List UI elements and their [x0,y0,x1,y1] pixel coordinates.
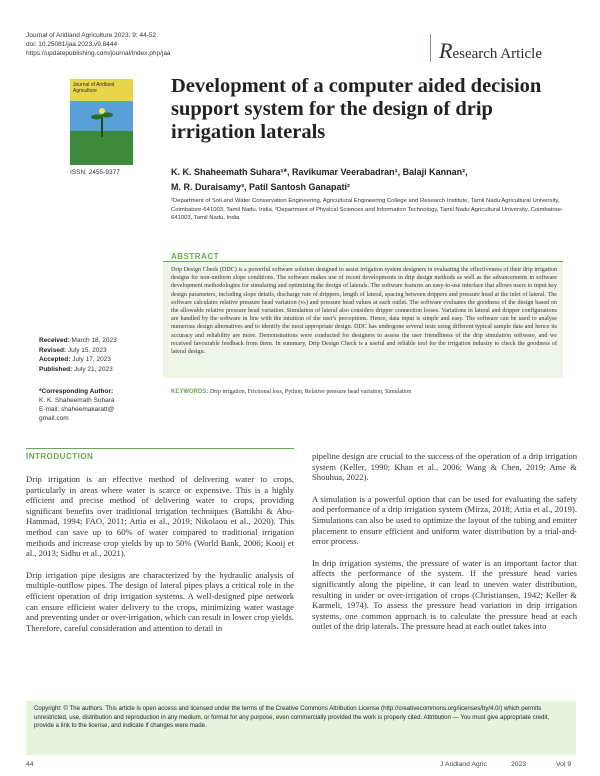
accepted-label: Accepted: [39,356,71,363]
footer-volume: Vol 9 [556,761,572,768]
intro-rule [26,448,294,449]
intro-paragraph: Drip irrigation pipe designs are characterized by the hydraulic analysis of multiple-outflow pipes. The design of lateral pipes plays a critical role in the efficient operation of drip irrigation systems. A well-designed pipe network can ensure efficient water delivery to the crops, minimizing water wastage and preventing under or over-irrigation, which can result in lower crop yields. Therefore, careful consideration and attention to detail in [26,569,294,633]
copyright-text: Copyright: © The authors. This article is open access and licensed under the terms of the Creative Commons Attribution License (http://creativecommons.org/licenses/by/4.0/) which permits unrestricted, use, distribution and reproduction in any medium, or format for any purpose, even commercially provided the work is properly cited. Attribution — You must give appropriate credit, provide a link to the license, and indicate if changes were made. [34,705,550,729]
affiliations: ¹Department of Soil and Water Conservation Engineering, Agricultural Engineering College and Research Institute, Tamil Nadu Agricultural University, Coimbatore-641003, Tamil Nadu, India, ²Department of Physical Sciences and Information Technology, Tamil Nadu Agricultural University, Coimbatore-641003, Tamil Nadu, India [171,198,564,221]
footer-journal: J Aridland Agric [440,761,487,768]
authors [171,165,571,195]
keywords-label: KEYWORDS: [171,389,209,395]
cover-title: Journal of Aridland Agriculture [73,82,115,94]
article-type-rest: esearch Article [452,46,542,62]
journal-cover-image [70,79,133,165]
received-label: Received: [39,337,70,344]
corresponding-email-domain[interactable]: gmail.com [39,415,69,422]
article-type-divider [430,34,439,62]
page-number: 44 [26,761,34,768]
received-date: March 18, 2023 [71,337,117,344]
published-label: Published: [39,365,73,373]
article-type-initial: R [439,38,453,63]
abstract-heading: ABSTRACT [171,252,219,261]
revised-label: Revised: [39,346,67,354]
corresponding-author [39,387,159,423]
authors-line-1: K. K. Shaheemath Suhara¹*, Ravikumar Veerabadran¹, Balaji Kannan², [171,167,468,177]
revised-date: July 15, 2023 [67,346,107,354]
keywords [171,388,561,396]
intro-column-1 [26,474,294,644]
corresponding-email[interactable]: E-mail: shaheemakaratt@ [39,406,115,413]
article-dates [39,336,159,374]
intro-column-2 [312,451,577,643]
footer-year: 2023 [511,761,527,768]
intro-paragraph: Drip irrigation is an effective method of delivering water to crops, particularly in areas where water is scarce or expensive. This is a highly efficient and precise method of delivering water to crops, providing significant benefits over traditional irrigation techniques (Battikhi & Abu-Hammad, 1994; FAO, 2011; Attia et al., 2019; Nikolaou et al., 2020). This method can save up to 60% of water compared to traditional irrigation methods and increase crop yields by up to 50% (World Bank, 2006; Kooij et al., 2013; Sidhu et al., 2021). [26,474,294,559]
corresponding-name: K. K. Shaheemath Suhara [39,397,115,404]
abstract-text: Drip Design Check (DDC) is a powerful software solution designed to assist irrigation system designers in evaluating the effectiveness of their drip irrigation designs for non-uniform slope conditions. The software makes use of recent developments in drip design methods as well as the advancements in software development methodologies for simulating and optimizing the design of laterals. The software features an easy-to-use interface that allows users to input key design parameters, including slope details, discharge rate of drippers, length of lateral, spacing between drippers and pressure head at the inlet of lateral. The software calculates relative pressure head variation (vₕ) and pressure head values at each outlet. The software evaluates the goodness of the design based on the allowable relative pressure head variation. Simulation of lateral also considers dripper connection losses. Variations in lateral and dripper configurations are handled by the software in line with the intuition of the user's perceptions. Hence, data input is simple and easy. The software can be used to analyse numerous design alternatives and to identify the most appropriate design. DDC has undergone several tests using different typical sample data and hence its accuracy and reliability are more. Demonstrations were conducted for designers to assess the user friendliness of the drip simulation software, and we received favourable feedback from them. In summary, Drip Design Check is a useful and reliable tool for the irrigation industry to check the goodness of lateral design. [171,267,557,356]
intro-paragraph: In drip irrigation systems, the pressure of water is an important factor that affects the performance of the system. If the pressure head varies significantly along the pipeline, it can lead to uneven water distribution, resulting in under or over-irrigation of crops (Christiansen, 1942; Keller & Karmeli, 1974). To assess the pressure head variation in drip irrigation systems, one common approach is to calculate the pressure head at each outlet of the drip laterals. The pressure head at each outlet takes into [312,557,577,632]
introduction-heading: INTRODUCTION [26,452,94,461]
keywords-text: Drip irrigation, Frictional loss, Python, Relative pressure head variation, Simulation [209,389,412,395]
intro-paragraph: pipeline design are crucial to the success of the operation of a drip irrigation system (Keller, 1990; Khan et al., 2006; Wang & Chen, 2019; Ame & Shouhua, 2022). [312,451,577,483]
journal-citation: Journal of Aridland Agriculture 2023, 9: 44-52 [26,32,157,39]
corresponding-label: *Corresponding Author: [39,388,114,395]
published-date: July 21, 2023 [74,365,113,373]
plant-icon [90,107,114,137]
intro-paragraph: A simulation is a powerful option that can be used for evaluating the safety and performance of a drip irrigation system (Mirza, 2018; Attia et al., 2019). Simulations can also be used to optimize the layout of the tubing and emitter placement to ensure efficient and uniform water distribution by a trial-and-error process. [312,493,577,547]
authors-line-2: M. R. Duraisamy³, Patil Santosh Ganapati² [171,182,351,192]
accepted-date: July 17, 2023 [72,356,111,363]
journal-url[interactable]: https://updatepublishing.com/journal/index.php/jaa [26,50,171,57]
issn: ISSN: 2455-9377 [70,169,120,176]
article-type [439,38,542,64]
paper-title: Development of a computer aided decision support system for the design of drip irrigation laterals [171,75,542,143]
doi[interactable]: doi: 10.25081/jaa.2023.v9.8444 [26,41,118,48]
